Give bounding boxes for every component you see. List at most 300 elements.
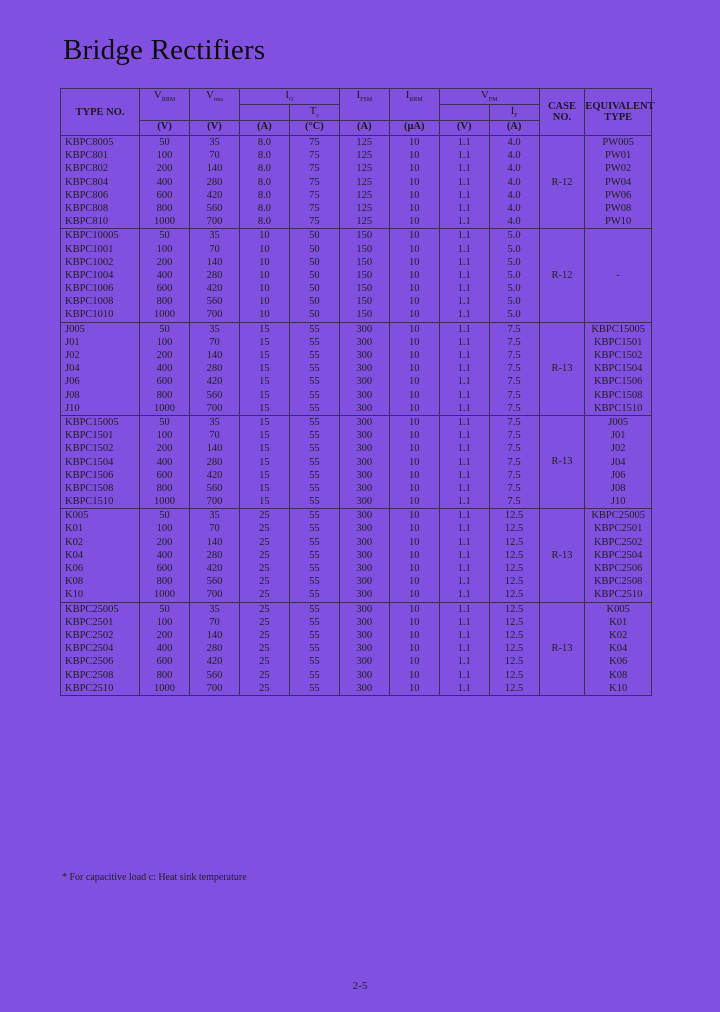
tc-value: 55: [309, 350, 320, 361]
vfm-value: 1.1: [457, 363, 471, 375]
cell-vrms: [190, 509, 240, 602]
io-value: 15: [259, 336, 270, 348]
vfm-value: 1.1: [457, 230, 471, 242]
io-value: 10: [259, 243, 270, 255]
vrrm-value: 800: [156, 202, 173, 214]
if-value: 7.5: [507, 496, 521, 508]
cell-io: [239, 136, 289, 229]
vrms-value: 420: [206, 189, 223, 201]
type-no-value: KBPC1504: [65, 456, 114, 468]
cell-irrm: [389, 229, 439, 322]
if-value: 12.5: [504, 669, 524, 681]
tc-value: 55: [309, 430, 320, 442]
tc-value: 50: [309, 230, 320, 242]
ifsm-value: 300: [356, 456, 373, 468]
ifsm-value: 300: [356, 323, 373, 335]
equivalent-value: KBPC2508: [593, 576, 643, 588]
type-no-value: KBPC2501: [65, 616, 114, 628]
cell-irrm: [389, 136, 439, 229]
io-value: 25: [259, 523, 270, 535]
if-value: 4.0: [507, 150, 521, 162]
ifsm-value: 300: [356, 482, 373, 494]
type-no-value: KBPC2504: [65, 643, 114, 655]
vfm-value: 1.1: [457, 416, 471, 428]
if-value: 5.0: [507, 309, 521, 321]
vrms-value: 140: [206, 629, 223, 641]
io-value: 15: [259, 469, 270, 481]
ifsm-value: 125: [356, 202, 373, 214]
if-value: 5.0: [507, 296, 521, 308]
cell-case-no: R-12: [539, 136, 585, 229]
cell-ifsm: [339, 602, 389, 695]
vrms-value: 560: [206, 576, 223, 588]
vrrm-value: 1000: [154, 402, 176, 414]
vrrm-value: 400: [156, 176, 173, 188]
header-vrms: $V_{rms}$: [190, 89, 240, 121]
vrrm-value: 200: [156, 350, 173, 361]
irrm-value: 10: [408, 523, 420, 535]
vfm-value: 1.1: [457, 682, 471, 694]
equivalent-value: PW08: [605, 202, 632, 214]
vrms-value: 420: [206, 656, 223, 668]
equivalent-value: PW02: [605, 163, 632, 175]
vrms-value: 35: [209, 510, 220, 522]
vfm-value: 1.1: [457, 189, 471, 201]
io-value: 25: [259, 576, 270, 588]
io-value: 25: [259, 549, 270, 561]
io-value: 25: [259, 629, 270, 641]
spec-table: [60, 88, 655, 696]
irrm-value: 10: [408, 283, 420, 295]
irrm-value: 10: [408, 269, 420, 281]
unit-irrm: (μA): [389, 121, 439, 136]
vfm-value: 1.1: [457, 482, 471, 494]
header-ifsm: $I_{FSM}$: [339, 89, 389, 121]
if-value: 12.5: [504, 616, 524, 628]
vrms-value: 140: [206, 350, 223, 361]
cell-vrms: [190, 136, 240, 229]
cell-ifsm: [339, 322, 389, 415]
tc-value: 55: [309, 323, 320, 335]
cell-vrms: [190, 602, 240, 695]
if-value: 12.5: [504, 510, 524, 522]
table-row-group: [61, 415, 652, 508]
vfm-value: 1.1: [457, 163, 471, 175]
cell-type-no: [61, 415, 140, 508]
if-value: 7.5: [507, 323, 521, 335]
cell-if: [489, 229, 539, 322]
cell-type-no: [61, 602, 140, 695]
io-value: 8.0: [257, 216, 271, 228]
tc-value: 55: [309, 416, 320, 428]
if-value: 4.0: [507, 189, 521, 201]
irrm-value: 10: [408, 416, 420, 428]
cell-vrrm: [140, 322, 190, 415]
cell-equivalent-type: [585, 229, 652, 322]
vrms-value: 280: [206, 269, 223, 281]
if-value: 7.5: [507, 389, 521, 401]
type-no-value: J01: [65, 336, 80, 348]
vrrm-value: 100: [156, 150, 173, 162]
type-no-value: KBPC1508: [65, 482, 114, 494]
vrrm-value: 200: [156, 536, 173, 548]
irrm-value: 10: [408, 402, 420, 414]
ifsm-value: 125: [356, 216, 373, 228]
vrms-value: 560: [206, 482, 223, 494]
vrms-value: 140: [206, 256, 223, 268]
if-value: 4.0: [507, 202, 521, 214]
type-no-value: KBPC1506: [65, 469, 114, 481]
type-no-value: K02: [65, 536, 84, 548]
cell-equivalent-type: [585, 509, 652, 602]
ifsm-value: 300: [356, 350, 373, 361]
type-no-value: K10: [65, 589, 84, 601]
vrms-value: 420: [206, 563, 223, 574]
equivalent-value: PW04: [605, 176, 632, 188]
irrm-value: 10: [408, 430, 420, 442]
tc-value: 55: [309, 523, 320, 535]
vrms-value: 700: [206, 402, 223, 414]
tc-value: 55: [309, 589, 320, 601]
irrm-value: 10: [408, 243, 420, 255]
io-value: 25: [259, 669, 270, 681]
type-no-value: KBPC1006: [65, 283, 114, 295]
equivalent-value: PW10: [605, 216, 632, 228]
vrrm-value: 400: [156, 363, 173, 375]
if-value: 4.0: [507, 176, 521, 188]
cell-if: [489, 322, 539, 415]
vrms-value: 140: [206, 163, 223, 175]
vrrm-value: 1000: [154, 589, 176, 601]
cell-if: [489, 602, 539, 695]
tc-value: 55: [309, 482, 320, 494]
cell-vfm: [439, 415, 489, 508]
tc-value: 55: [309, 563, 320, 574]
irrm-value: 10: [408, 669, 420, 681]
cell-case-no: R-13: [539, 415, 585, 508]
vrms-value: 420: [206, 283, 223, 295]
io-value: 25: [259, 616, 270, 628]
ifsm-value: 300: [356, 336, 373, 348]
ifsm-value: 300: [356, 469, 373, 481]
tc-value: 50: [309, 243, 320, 255]
cell-ifsm: [339, 509, 389, 602]
type-no-value: KBPC1501: [65, 430, 114, 442]
vrms-value: 35: [209, 603, 220, 615]
type-no-value: K01: [65, 523, 84, 535]
cell-io: [239, 322, 289, 415]
io-value: 8.0: [257, 150, 271, 162]
if-value: 5.0: [507, 269, 521, 281]
tc-value: 55: [309, 376, 320, 388]
tc-value: 55: [309, 669, 320, 681]
unit-vfm: (V): [439, 121, 489, 136]
unit-io: (A): [239, 121, 289, 136]
type-no-value: KBPC1004: [65, 269, 114, 281]
vfm-value: 1.1: [457, 243, 471, 255]
io-value: 25: [259, 589, 270, 601]
cell-equivalent-type: [585, 415, 652, 508]
if-value: 12.5: [504, 603, 524, 615]
irrm-value: 10: [408, 216, 420, 228]
irrm-value: 10: [408, 643, 420, 655]
vrrm-value: 50: [159, 416, 170, 428]
irrm-value: 10: [408, 189, 420, 201]
equivalent-value: K02: [609, 629, 628, 641]
cell-tc: [289, 415, 339, 508]
tc-value: 55: [309, 402, 320, 414]
unit-ifsm: (A): [339, 121, 389, 136]
io-value: 8.0: [257, 202, 271, 214]
io-value: 8.0: [257, 137, 271, 148]
equivalent-value: KBPC2504: [593, 549, 643, 561]
irrm-value: 10: [408, 389, 420, 401]
irrm-value: 10: [408, 469, 420, 481]
tc-value: 55: [309, 496, 320, 508]
vrrm-value: 100: [156, 616, 173, 628]
irrm-value: 10: [408, 443, 420, 455]
table-row-group: [61, 322, 652, 415]
vrms-value: 280: [206, 549, 223, 561]
vrms-value: 140: [206, 536, 223, 548]
if-value: 7.5: [507, 443, 521, 455]
unit-vrrm: (V): [140, 121, 190, 136]
header-io: $I_O$: [239, 89, 339, 105]
cell-if: [489, 509, 539, 602]
ifsm-value: 300: [356, 496, 373, 508]
tc-value: 75: [309, 137, 320, 148]
type-no-value: K08: [65, 576, 84, 588]
header-vfm: $V_{FM}$: [439, 89, 539, 105]
ifsm-value: 300: [356, 589, 373, 601]
vfm-value: 1.1: [457, 643, 471, 655]
tc-value: 50: [309, 269, 320, 281]
tc-value: 75: [309, 202, 320, 214]
io-value: 8.0: [257, 163, 271, 175]
equivalent-value: PW01: [605, 150, 632, 162]
io-value: 10: [259, 309, 270, 321]
cell-tc: [289, 322, 339, 415]
equivalent-value: J06: [610, 469, 626, 481]
vrrm-value: 200: [156, 256, 173, 268]
vrrm-value: 400: [156, 456, 173, 468]
vrms-value: 140: [206, 443, 223, 455]
equivalent-value: KBPC1504: [593, 363, 643, 375]
io-value: 10: [259, 283, 270, 295]
if-value: 12.5: [504, 629, 524, 641]
cell-case-no: R-13: [539, 602, 585, 695]
ifsm-value: 300: [356, 510, 373, 522]
cell-case-no: R-13: [539, 509, 585, 602]
io-value: 25: [259, 563, 270, 574]
vrms-value: 420: [206, 376, 223, 388]
vrms-value: 700: [206, 496, 223, 508]
irrm-value: 10: [408, 376, 420, 388]
cell-equivalent-type: [585, 322, 652, 415]
io-value: 15: [259, 456, 270, 468]
type-no-value: K06: [65, 563, 84, 574]
vfm-value: 1.1: [457, 443, 471, 455]
type-no-value: KBPC2510: [65, 682, 114, 694]
vrrm-value: 1000: [154, 496, 176, 508]
equivalent-value: KBPC1506: [593, 376, 643, 388]
cell-io: [239, 509, 289, 602]
cell-vfm: [439, 322, 489, 415]
vrms-value: 280: [206, 643, 223, 655]
vfm-value: 1.1: [457, 137, 471, 148]
irrm-value: 10: [408, 549, 420, 561]
tc-value: 55: [309, 536, 320, 548]
tc-value: 55: [309, 443, 320, 455]
cell-tc: [289, 136, 339, 229]
type-no-value: KBPC10005: [65, 230, 119, 242]
vrms-value: 35: [209, 323, 220, 335]
io-value: 15: [259, 496, 270, 508]
ifsm-value: 150: [356, 296, 373, 308]
vfm-value: 1.1: [457, 536, 471, 548]
vfm-value: 1.1: [457, 563, 471, 574]
tc-value: 55: [309, 456, 320, 468]
type-no-value: KBPC804: [65, 176, 109, 188]
cell-vfm: [439, 136, 489, 229]
vfm-value: 1.1: [457, 469, 471, 481]
type-no-value: KBPC2508: [65, 669, 114, 681]
ifsm-value: 125: [356, 150, 373, 162]
vfm-value: 1.1: [457, 603, 471, 615]
type-no-value: KBPC25005: [65, 603, 119, 615]
irrm-value: 10: [408, 563, 420, 574]
irrm-value: 10: [408, 496, 420, 508]
vfm-value: 1.1: [457, 589, 471, 601]
tc-value: 55: [309, 389, 320, 401]
ifsm-value: 300: [356, 363, 373, 375]
vrms-value: 560: [206, 389, 223, 401]
vrms-value: 420: [206, 469, 223, 481]
header-io-spacer: [239, 105, 289, 121]
vrrm-value: 800: [156, 296, 173, 308]
vrms-value: 70: [209, 616, 220, 628]
ifsm-value: 150: [356, 243, 373, 255]
ifsm-value: 150: [356, 256, 373, 268]
tc-value: 55: [309, 469, 320, 481]
cell-equivalent-type: [585, 602, 652, 695]
vfm-value: 1.1: [457, 283, 471, 295]
equivalent-value: J08: [610, 482, 626, 494]
if-value: 5.0: [507, 256, 521, 268]
header-equivalent-type: EQUIVALENT TYPE: [585, 89, 652, 136]
tc-value: 55: [309, 603, 320, 615]
vfm-value: 1.1: [457, 296, 471, 308]
vrrm-value: 400: [156, 269, 173, 281]
ifsm-value: 150: [356, 309, 373, 321]
if-value: 7.5: [507, 430, 521, 442]
vrrm-value: 50: [159, 323, 170, 335]
type-no-value: KBPC15005: [65, 416, 119, 428]
cell-vrms: [190, 229, 240, 322]
vfm-value: 1.1: [457, 669, 471, 681]
tc-value: 50: [309, 256, 320, 268]
equivalent-value: KBPC1508: [593, 389, 643, 401]
equivalent-value: KBPC2502: [593, 536, 643, 548]
vrrm-value: 1000: [154, 309, 176, 321]
io-value: 15: [259, 363, 270, 375]
vrrm-value: 50: [159, 510, 170, 522]
vfm-value: 1.1: [457, 309, 471, 321]
ifsm-value: 300: [356, 376, 373, 388]
tc-value: 55: [309, 629, 320, 641]
vfm-value: 1.1: [457, 456, 471, 468]
vrrm-value: 200: [156, 443, 173, 455]
equivalent-value: K08: [609, 669, 628, 681]
vrrm-value: 200: [156, 163, 173, 175]
vrrm-value: 1000: [154, 216, 176, 228]
equivalent-value: KBPC1502: [593, 350, 643, 361]
footnote: * For capacitive load c: Heat sink temperature: [62, 872, 247, 883]
if-value: 4.0: [507, 163, 521, 175]
tc-value: 55: [309, 549, 320, 561]
equivalent-value: KBPC25005: [591, 510, 646, 522]
ifsm-value: 125: [356, 189, 373, 201]
vfm-value: 1.1: [457, 549, 471, 561]
equivalent-value: KBPC1501: [593, 336, 643, 348]
if-value: 7.5: [507, 482, 521, 494]
equivalent-value: J02: [610, 443, 626, 455]
table-row-group: [61, 136, 652, 229]
ifsm-value: 300: [356, 629, 373, 641]
type-no-value: KBPC810: [65, 216, 109, 228]
ifsm-value: 300: [356, 443, 373, 455]
cell-type-no: [61, 136, 140, 229]
header-vrrm: $V_{RRM}$: [140, 89, 190, 121]
cell-equivalent-type: [585, 136, 652, 229]
io-value: 15: [259, 482, 270, 494]
vrrm-value: 400: [156, 643, 173, 655]
if-value: 4.0: [507, 137, 521, 148]
vrrm-value: 600: [156, 283, 173, 295]
type-no-value: KBPC802: [65, 163, 109, 175]
if-value: 7.5: [507, 376, 521, 388]
irrm-value: 10: [408, 202, 420, 214]
irrm-value: 10: [408, 589, 420, 601]
io-value: 25: [259, 603, 270, 615]
io-value: 15: [259, 416, 270, 428]
vrrm-value: 800: [156, 482, 173, 494]
io-value: 10: [259, 256, 270, 268]
ifsm-value: 300: [356, 656, 373, 668]
vfm-value: 1.1: [457, 269, 471, 281]
type-no-value: KBPC1502: [65, 443, 114, 455]
irrm-value: 10: [408, 176, 420, 188]
io-value: 15: [259, 323, 270, 335]
cell-if: [489, 136, 539, 229]
vrrm-value: 50: [159, 137, 170, 148]
irrm-value: 10: [408, 336, 420, 348]
vrms-value: 560: [206, 669, 223, 681]
irrm-value: 10: [408, 536, 420, 548]
type-no-value: KBPC1001: [65, 243, 114, 255]
if-value: 12.5: [504, 643, 524, 655]
vrrm-value: 600: [156, 189, 173, 201]
vrrm-value: 100: [156, 523, 173, 535]
equivalent-value: K04: [609, 643, 628, 655]
ifsm-value: 300: [356, 389, 373, 401]
io-value: 10: [259, 230, 270, 242]
equivalent-value: -: [616, 269, 620, 281]
tc-value: 50: [309, 283, 320, 295]
vrms-value: 700: [206, 309, 223, 321]
tc-value: 75: [309, 176, 320, 188]
vrrm-value: 600: [156, 656, 173, 668]
